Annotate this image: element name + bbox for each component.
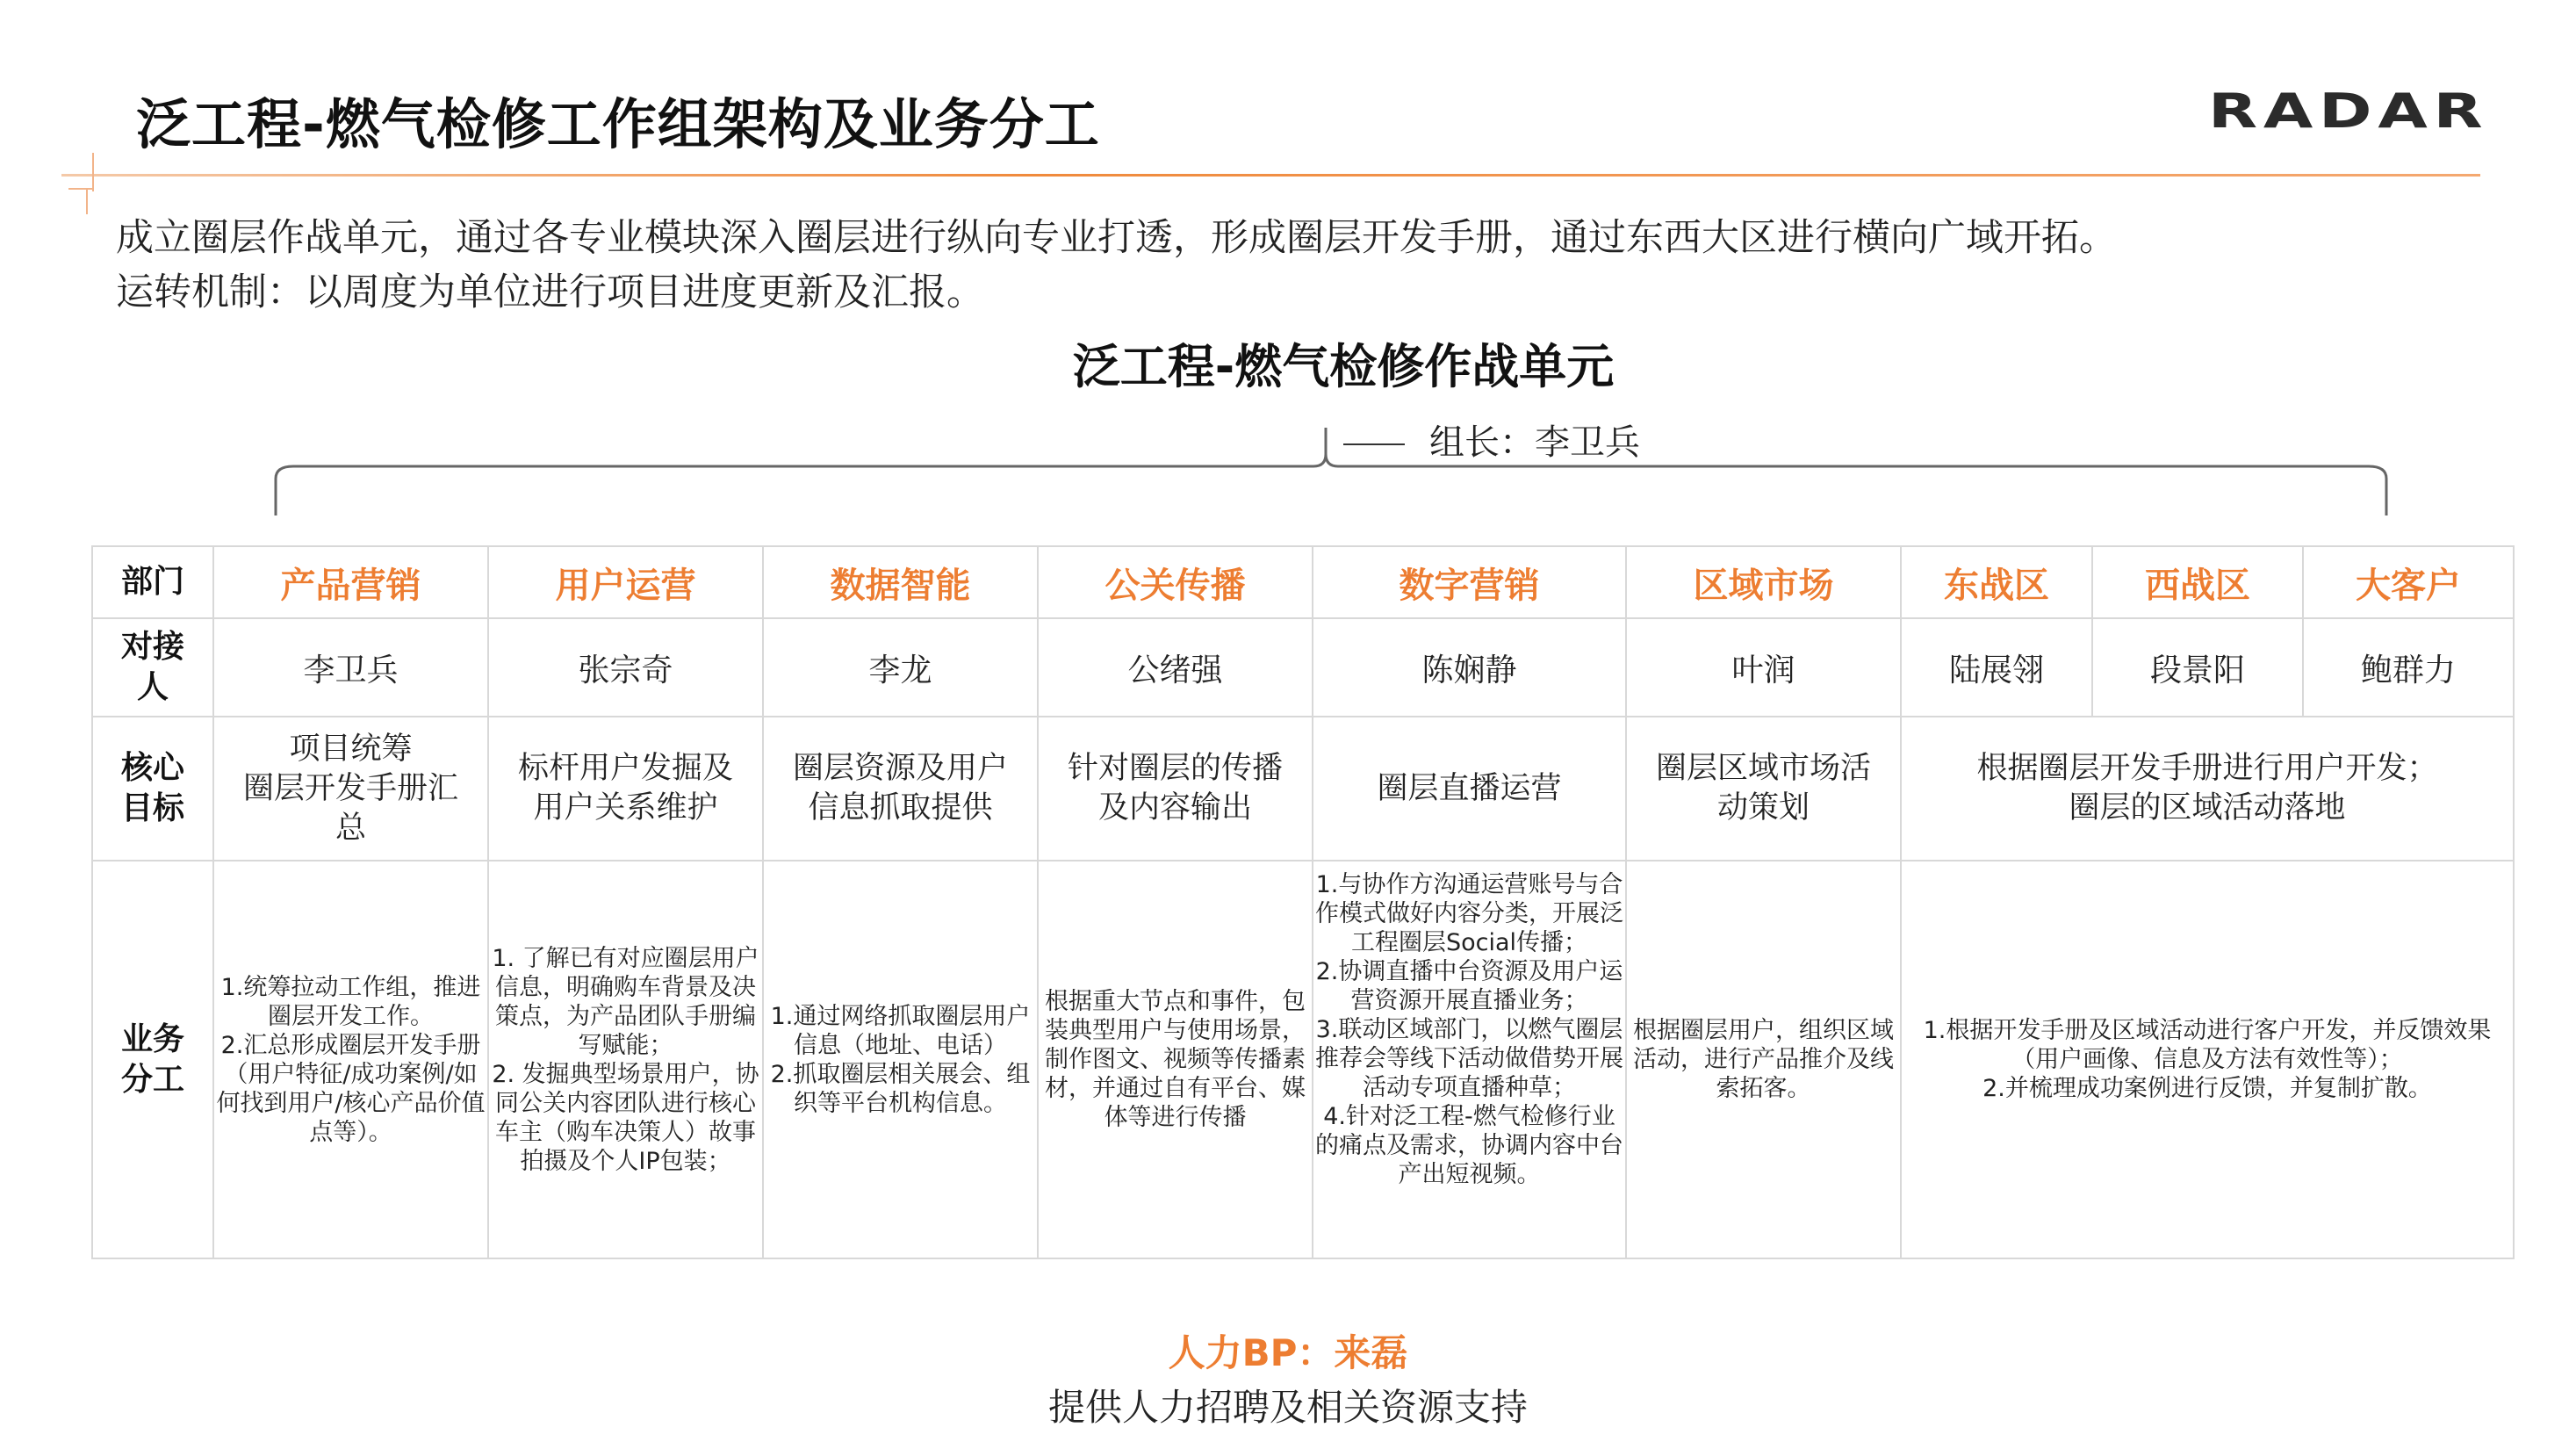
goal-text: 根据圈层开发手册进行用户开发； 圈层的区域活动落地 (1976, 751, 2438, 825)
goal-text: 项目统筹 圈层开发手册汇总 (242, 731, 458, 846)
goal-cell (1313, 717, 1626, 861)
contact-cell: 陆展翎 (1901, 618, 2092, 717)
row-label-contact: 对接人 (92, 618, 213, 717)
task-text: 1.通过网络抓取圈层用户信息（地址、电话） 2.抓取圈层相关展会、组织等平台机构信息。 (770, 1002, 1031, 1117)
goal-cell (763, 717, 1038, 861)
contact-cell: 公绪强 (1038, 618, 1313, 717)
task-cell (1038, 861, 1313, 1258)
task-cell (488, 861, 763, 1258)
task-text: 1.统筹拉动工作组，推进圈层开发工作。 2.汇总形成圈层开发手册（用户特征/成功案例/如何找到用户/核心产品价值点等）。 (216, 973, 486, 1146)
goal-text: 针对圈层的传播及内容输出 (1067, 751, 1283, 825)
dept-regional-market: 区域市场 (1626, 546, 1901, 618)
contact-cell: 叶润 (1626, 618, 1901, 717)
header-corner-mark (92, 153, 94, 191)
row-label-dept: 部门 (92, 546, 213, 618)
goal-cell (488, 717, 763, 861)
header-corner-mark-v (86, 188, 88, 214)
dept-row (92, 546, 2514, 618)
dept-key-accounts: 大客户 (2303, 546, 2514, 618)
unit-title: 泛工程-燃气检修作战单元 (1072, 339, 1615, 394)
goal-cell (1626, 717, 1901, 861)
task-cell (213, 861, 488, 1258)
org-brace (263, 417, 2414, 523)
dept-east-zone: 东战区 (1901, 546, 2092, 618)
goal-cell-zones (1901, 717, 2514, 861)
task-text: 根据圈层用户，组织区域活动，进行产品推介及线索拓客。 (1633, 1017, 1894, 1102)
contact-cell: 李卫兵 (213, 618, 488, 717)
intro-line-1: 成立圈层作战单元，通过各专业模块深入圈层进行纵向专业打透，形成圈层开发手册，通过东西大区进行横向广域开拓。 (116, 216, 2117, 260)
contact-row (92, 618, 2514, 717)
dept-west-zone: 西战区 (2092, 546, 2303, 618)
goal-cell (1038, 717, 1313, 861)
row-label-task: 业务分工 (92, 861, 213, 1258)
hr-bp-label: 人力BP：来磊 (1168, 1331, 1408, 1374)
task-text: 根据重大节点和事件，包装典型用户与使用场景，制作图文、视频等传播素材，并通过自有平台、媒体等进行传播 (1045, 988, 1306, 1131)
goal-text: 圈层资源及用户信息抓取提供 (792, 751, 1008, 825)
task-text: 1.根据开发手册及区域活动进行客户开发，并反馈效果（用户画像、信息及方法有效性等）； 2.并梳理成功案例进行反馈，并复制扩散。 (1923, 1017, 2492, 1102)
contact-cell: 张宗奇 (488, 618, 763, 717)
task-cell (1626, 861, 1901, 1258)
dept-product-marketing: 产品营销 (213, 546, 488, 618)
org-table (91, 545, 2515, 1259)
contact-cell: 陈娴静 (1313, 618, 1626, 717)
contact-cell: 鲍群力 (2303, 618, 2514, 717)
goal-cell (213, 717, 488, 861)
task-cell-zones (1901, 861, 2514, 1258)
header-divider (61, 174, 2480, 177)
contact-cell: 段景阳 (2092, 618, 2303, 717)
goal-text: 圈层直播运营 (1377, 770, 1562, 806)
task-cell (1313, 861, 1626, 1258)
dept-public-relations: 公关传播 (1038, 546, 1313, 618)
task-cell (763, 861, 1038, 1258)
radar-logo: RADAR (2208, 83, 2489, 139)
task-text: 1. 了解已有对应圈层用户信息，明确购车背景及决策点，为产品团队手册编写赋能； 2. 发掘典型场景用户，协同公关内容团队进行核心车主（购车决策人）故事拍摄及个人IP包装； (492, 944, 759, 1175)
goal-text: 圈层区域市场活动策划 (1655, 751, 1871, 825)
intro-text (116, 211, 2117, 320)
dept-data-intelligence: 数据智能 (763, 546, 1038, 618)
goal-row (92, 717, 2514, 861)
hr-bp-description: 提供人力招聘及相关资源支持 (1047, 1386, 1528, 1429)
task-text: 1.与协作方沟通运营账号与合作模式做好内容分类，开展泛工程圈层Social传播； 2.协调直播中台资源及用户运营资源开展直播业务； 3.联动区域部门，以燃气圈层推荐会等线下活动做借势开展活动专项直播种草； 4.针对泛工程-燃气检修行业的痛点及需求，协调内容中台产出短视频。 (1315, 871, 1623, 1188)
goal-text: 标杆用户发掘及用户关系维护 (517, 751, 733, 825)
row-label-goal: 核心目标 (92, 717, 213, 861)
group-leader-label: 组长：李卫兵 (1429, 422, 1640, 463)
intro-line-2: 运转机制：以周度为单位进行项目进度更新及汇报。 (116, 270, 984, 314)
task-row (92, 861, 2514, 1258)
dept-digital-marketing: 数字营销 (1313, 546, 1626, 618)
contact-cell: 李龙 (763, 618, 1038, 717)
dept-user-operations: 用户运营 (488, 546, 763, 618)
page-title: 泛工程-燃气检修工作组架构及业务分工 (136, 92, 1100, 156)
header-corner-mark-h (68, 188, 93, 190)
